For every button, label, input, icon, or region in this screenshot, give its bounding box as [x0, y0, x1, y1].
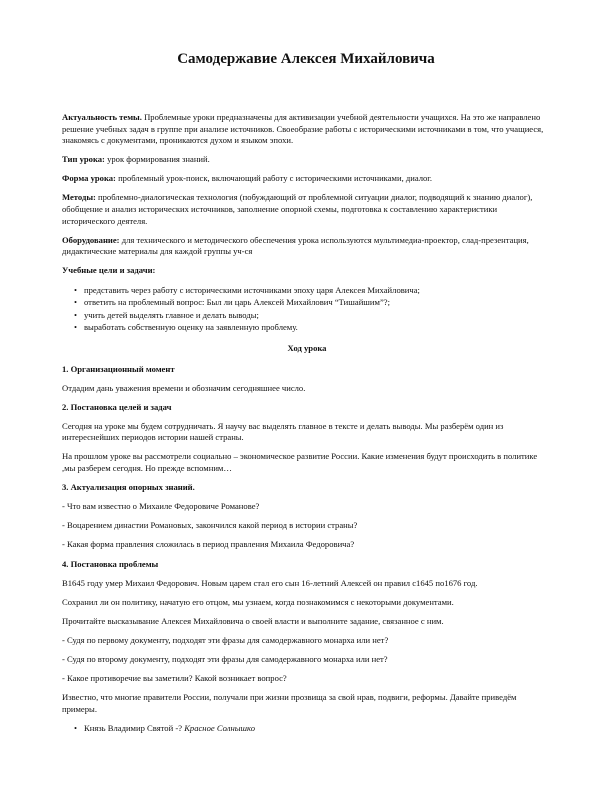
section-4-heading: 4. Постановка проблемы — [62, 558, 159, 569]
nickname-item — [74, 723, 552, 735]
section-3-question-2: - Воцарением династии Романовых, закончился какой период в истории страны? — [62, 520, 358, 531]
lesson-form-text: проблемный урок-поиск, включающий работу с историческими источниками, диалог. — [115, 173, 433, 184]
goal-item: • выработать собственную оценку на заявленную проблему. — [74, 322, 552, 334]
equipment-paragraph — [62, 235, 552, 258]
section-2-paragraph-1: Сегодня на уроке мы будем сотрудничать. Я научу вас выделять главное в тексте и делать выводы. Мы разберём один из интереснейших периодов истории нашей страны. — [62, 420, 504, 443]
nickname-item-italic: Красное Солнышко — [184, 722, 256, 733]
methods-text: проблемно-диалогическая технология (побуждающий от проблемной ситуации диалог, подводящий к знанию диалог), обобщение и анализ исторических источников, заполнение опорной схемы, подготовка к составлению характеристики исторического деятеля. — [62, 192, 533, 226]
relevance-text: Проблемные уроки предназначены для активизации учебной деятельности учащихся. На это же направлено решение учебных задач в группе при анализе источников. Своеобразие работы с историческими источниками в том, что учащиеся, знакомясь с документами, проникаются духом и языком эпохи. — [62, 112, 544, 146]
section-4-paragraph-2: Сохранил ли он политику, начатую его отцом, мы узнаем, когда познакомимся с некоторыми документами. — [62, 596, 454, 607]
equipment-label: Оборудование: — [62, 234, 120, 245]
lesson-type-paragraph — [62, 154, 552, 166]
section-4-paragraph-3: Прочитайте высказывание Алексея Михайловича о своей власти и выполните задание, связанное с ним. — [62, 615, 444, 626]
document-body — [62, 112, 552, 743]
section-4-paragraph-1: В1645 году умер Михаил Федорович. Новым царем стал его сын 16-летний Алексей он правил с1645 по1676 год. — [62, 577, 478, 588]
section-3-heading: 3. Актуализация опорных знаний. — [62, 482, 195, 493]
goals-list — [62, 285, 552, 334]
section-2-heading: 2. Постановка целей и задач — [62, 401, 172, 412]
lesson-form-label: Форма урока: — [62, 173, 116, 184]
lesson-type-label: Тип урока: — [62, 154, 105, 165]
nicknames-list — [62, 723, 552, 735]
section-1-text: Отдадим дань уважения времени и обозначим сегодняшнее число. — [62, 382, 306, 393]
methods-paragraph — [62, 192, 552, 227]
section-4-question-1: - Судя по первому документу, подходят эти фразы для самодержавного монарха или нет? — [62, 634, 389, 645]
section-3-question-1: - Что вам известно о Михаиле Федоровиче Романове? — [62, 501, 260, 512]
nickname-item-text: Князь Владимир Святой -? — [84, 722, 185, 733]
section-4-question-2: - Судя по второму документу, подходят эти фразы для самодержавного монарха или нет? — [62, 654, 388, 664]
goal-item: • ответить на проблемный вопрос: Был ли царь Алексей Михайлович “Тишайшим”?; — [74, 297, 552, 309]
goal-item: • представить через работу с историческими источниками эпоху царя Алексея Михайловича; — [74, 285, 552, 297]
lesson-type-text: урок формирования знаний. — [104, 154, 210, 165]
lesson-progress-heading: Ход урока — [287, 342, 327, 353]
relevance-label: Актуальность темы. — [62, 112, 142, 122]
page-title: Самодержавие Алексея Михайловича — [177, 51, 435, 67]
section-4-question-3: - Какое противоречие вы заметили? Какой возникает вопрос? — [62, 673, 287, 684]
lesson-form-paragraph — [62, 173, 552, 185]
section-4-paragraph-4: Известно, что многие правители России, получали при жизни прозвища за свой нрав, подвиги, реформы. Давайте приведём примеры. — [62, 692, 517, 714]
section-1-heading: 1. Организационный момент — [62, 363, 175, 374]
section-3-question-3: - Какая форма правления сложилась в период правления Михаила Федоровича? — [62, 539, 355, 550]
goals-heading: Учебные цели и задачи: — [62, 265, 156, 276]
relevance-paragraph — [62, 112, 552, 147]
goal-item: • учить детей выделять главное и делать выводы; — [74, 310, 552, 322]
equipment-text: для технического и методического обеспечения урока используются мультимедиа-проектор, слад-презентация, дидактические материалы для каждой группы уч-ся — [62, 234, 529, 257]
methods-label: Методы: — [62, 192, 96, 203]
section-2-paragraph-2: На прошлом уроке вы рассмотрели социально – экономическое развитие России. Какие изменения будут происходить в политике ,мы разберем сегодня. Но прежде вспомним… — [62, 451, 538, 474]
